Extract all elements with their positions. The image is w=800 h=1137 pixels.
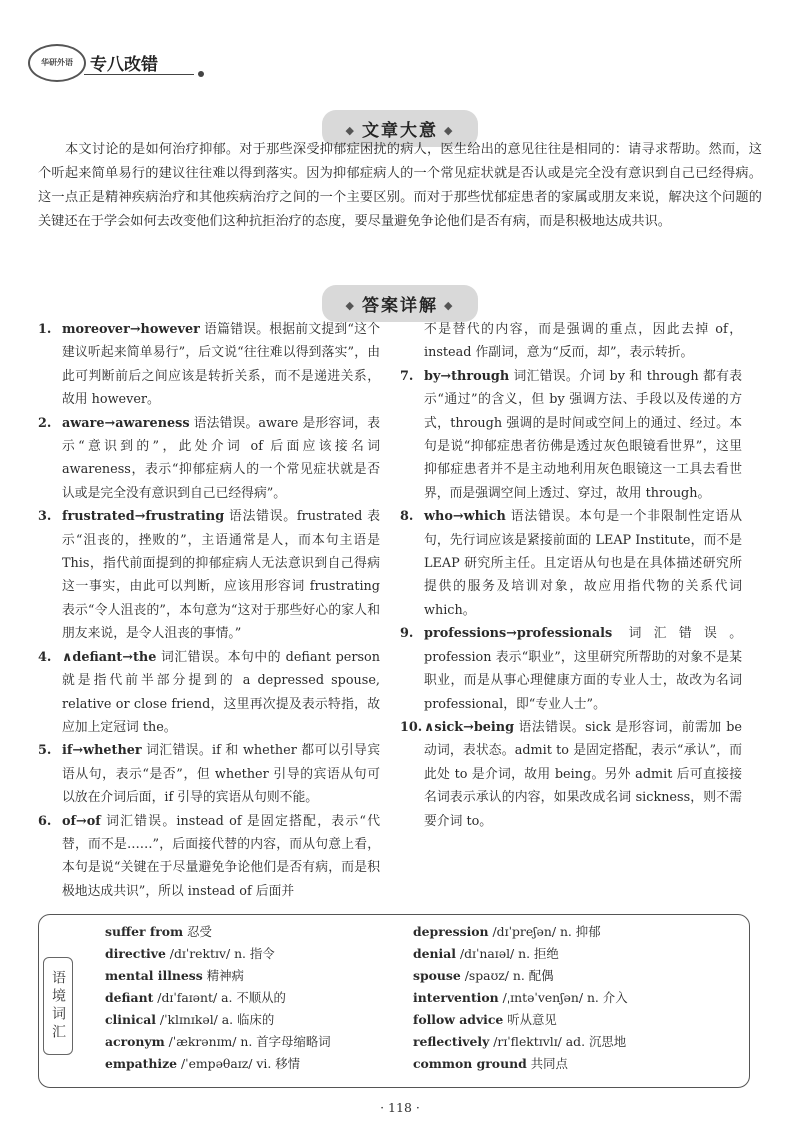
vocab-definition: 共同点 — [526, 1056, 568, 1071]
vocab-definition: /dɪˈnaɪəl/ n. 拒绝 — [456, 946, 559, 961]
vocab-entry — [413, 965, 743, 987]
vocab-definition: /dɪˈrektɪv/ n. 指令 — [165, 946, 275, 961]
answer-explanation: 词汇错误。if 和 whether 都可以引导宾语从句，表示“是否”，但 whether 引导的宾语从句可以放在介词后面，if 引导的宾语从句则不能。 — [62, 743, 380, 806]
answer-explanation: 语法错误。aware 是形容词，表示“意识到的”，此处介词 of 后面应该接名词 awareness，表示“抑郁症病人的一个常见症状就是否认或是完全没有意识到自己已经得病”。 — [62, 415, 380, 501]
vocab-word: depression — [413, 924, 489, 939]
answer-correction: if→whether — [62, 743, 142, 759]
vocab-word: reflectively — [413, 1034, 490, 1049]
answer-number: 8. — [400, 509, 414, 525]
header-divider — [84, 74, 194, 75]
vocab-word: intervention — [413, 990, 499, 1005]
vocab-label — [43, 957, 73, 1055]
answer-number: 2. — [38, 415, 52, 431]
vocab-word: suffer from — [105, 924, 184, 939]
vocab-left-column — [105, 921, 395, 1075]
summary-title-text: 文章大意 — [362, 121, 438, 141]
logo — [28, 44, 86, 82]
diamond-icon: ◆ — [345, 299, 356, 312]
vocab-entry — [413, 987, 743, 1009]
summary-text: 本文讨论的是如何治疗抑郁。对于那些深受抑郁症困扰的病人，医生给出的意见往往是相同的：请寻求帮助。然而，这个听起来简单易行的建议往往难以得到落实。因为抑郁症病人的一个常见症状就是否认或是完全没有意识到自己已经得病。这一点正是精神疾病治疗和其他疾病治疗之间的一个主要区别。而对于那些忧郁症患者的家属或朋友来说，解决这个问题的关键还在于学会如何去改变他们这种抗拒治疗的态度，要尽量避免争论他们是否有病，而是积极地达成共识。 — [38, 142, 762, 229]
vocab-entry — [105, 987, 395, 1009]
vocab-entry — [413, 921, 743, 943]
answer-item-1 — [38, 318, 380, 412]
answer-correction: by→through — [424, 368, 510, 384]
answer-number: 3. — [38, 509, 52, 525]
vocab-entry — [105, 965, 395, 987]
vocab-entry — [413, 1031, 743, 1053]
diamond-icon: ◆ — [444, 299, 455, 312]
page-number: · 118 · — [380, 1100, 420, 1115]
vocab-entry — [105, 1053, 395, 1075]
answer-correction: ∧sick→being — [424, 719, 515, 735]
header-title: 专八改错 — [90, 55, 158, 75]
answer-number: 10. — [400, 719, 423, 735]
answers-section-title — [0, 285, 800, 322]
vocab-label-text: 语境词汇 — [50, 970, 66, 1042]
answer-item-5 — [38, 739, 380, 809]
answer-item-3 — [38, 505, 380, 645]
answer-explanation: 语法错误。sick 是形容词，前需加 be 动词，表状态。admit to 是固定搭配，表示“承认”，而此处 to 是介词，故用 being。另外 admit 后可直接接名词表示承认的内容，如果改成名词 sickness，则不需要介词 to。 — [424, 719, 742, 829]
logo-text: 华研外语 — [41, 58, 73, 67]
answer-explanation: 语法错误。本句是一个非限制性定语从句，先行词应该是紧接前面的 LEAP Institute，而不是 LEAP 研究所主任。且定语从句也是在具体描述研究所提供的服务及培训对象，故应用指代物的关系代词 which。 — [424, 509, 742, 618]
vocab-word: mental illness — [105, 968, 203, 983]
answer-number: 1. — [38, 322, 52, 337]
answer-number: 4. — [38, 649, 52, 665]
answer-item-10 — [400, 716, 742, 833]
vocab-entry — [105, 1031, 395, 1053]
answers-right-column — [400, 318, 742, 833]
vocab-entry — [413, 1009, 743, 1031]
answer-explanation: 词汇错误。instead of 是固定搭配，表示“代替，而不是……”，后面接代替的内容，而从句意上看，本句是说“关键在于尽量避免争论他们是否有病，而是积极地达成共识”，所以 instead of 后面并 — [62, 813, 380, 899]
answer-number: 6. — [38, 813, 52, 829]
vocab-word: defiant — [105, 990, 154, 1005]
answer-item-6 — [38, 810, 380, 904]
answer-explanation: 语篇错误。根据前文提到“这个建议听起来简单易行”，后文说“往往难以得到落实”，由此可判断前后之间应该是转折关系，而不是递进关系，故用 however。 — [62, 322, 380, 408]
vocab-word: clinical — [105, 1012, 156, 1027]
diamond-icon: ◆ — [444, 124, 455, 137]
vocab-definition: /ˌɪntəˈvenʃən/ n. 介入 — [498, 990, 628, 1005]
vocab-entry — [105, 921, 395, 943]
vocab-right-column — [413, 921, 743, 1075]
answer-item-9 — [400, 622, 742, 716]
answer-correction: moreover→however — [62, 322, 200, 337]
vocab-definition: /rɪˈflektɪvlɪ/ ad. 沉思地 — [489, 1034, 627, 1049]
vocab-word: denial — [413, 946, 456, 961]
answer-item-2 — [38, 412, 380, 506]
vocab-word: common ground — [413, 1056, 527, 1071]
vocab-word: empathize — [105, 1056, 178, 1071]
answer-number: 7. — [400, 368, 414, 384]
vocab-entry — [105, 1009, 395, 1031]
answer-item-8 — [400, 505, 742, 622]
answer-correction: aware→awareness — [62, 415, 190, 431]
vocab-box — [38, 914, 750, 1088]
answer-number: 5. — [38, 743, 52, 759]
vocab-definition: /spaʊz/ n. 配偶 — [460, 968, 554, 983]
answer-item-6-continued: 不是替代的内容，而是强调的重点，因此去掉 of，instead 作副词，意为“反而，却”，表示转折。 — [424, 322, 742, 361]
answer-number: 9. — [400, 626, 414, 642]
answer-correction: professions→professionals — [424, 626, 613, 642]
answer-correction: of→of — [62, 813, 101, 829]
answers-left-column — [38, 318, 380, 903]
vocab-word: acronym — [105, 1034, 165, 1049]
page-header — [28, 44, 178, 80]
answer-correction: who→which — [424, 509, 506, 525]
answer-explanation: 词汇错误。介词 by 和 through 都有表示“通过”的含义，但 by 强调方法、手段以及传递的方式，through 强调的是时间或空间上的通过、经过。本句是说“抑郁症患者彷佛是透过灰色眼镜看世界”，这里抑郁症患者并不是主动地利用灰色眼镜这一工具去看世界，而是强调空间上透过、穿过，故用 through。 — [424, 368, 742, 501]
answer-explanation: 语法错误。frustrated 表示“沮丧的，挫败的”，主语通常是人，而本句主语是 This，指代前面提到的抑郁症病人无法意识到自己得病这一事实，由此可以判断，应该用形容词 frustrating 表示“令人沮丧的”，本句意为“这对于那些好心的家人和朋友来说，是令人沮丧的事情。” — [62, 509, 380, 642]
vocab-entry — [413, 943, 743, 965]
answer-explanation: 词汇错误。本句中的 defiant person 就是指代前半部分提到的 a depressed spouse, relative or close friend，这里再次提及表示特指，故应加上定冠词 the。 — [62, 649, 380, 735]
summary-paragraph — [38, 138, 762, 234]
vocab-entry — [413, 1053, 743, 1075]
vocab-entry — [105, 943, 395, 965]
vocab-definition: /dɪˈfaɪənt/ a. 不顺从的 — [153, 990, 286, 1005]
answer-explanation: 词汇错误。profession 表示“职业”，这里研究所帮助的对象不是某职业，而是从事心理健康方面的专业人士，故改为名词 professional，即“专业人士”。 — [424, 626, 742, 712]
vocab-word: directive — [105, 946, 166, 961]
answer-correction: frustrated→frustrating — [62, 509, 225, 525]
diamond-icon: ◆ — [345, 124, 356, 137]
vocab-definition: 听从意见 — [503, 1012, 557, 1027]
answer-correction: ∧defiant→the — [62, 649, 157, 665]
vocab-word: spouse — [413, 968, 461, 983]
vocab-definition: /dɪˈpreʃən/ n. 抑郁 — [488, 924, 601, 939]
answer-item-7 — [400, 365, 742, 505]
answers-title-text: 答案详解 — [362, 296, 438, 316]
vocab-definition: /ˈklɪnɪkəl/ a. 临床的 — [155, 1012, 275, 1027]
vocab-definition: 忍受 — [183, 924, 212, 939]
vocab-definition: 精神病 — [202, 968, 244, 983]
vocab-definition: /ˈempəθaɪz/ vi. 移情 — [177, 1056, 300, 1071]
vocab-word: follow advice — [413, 1012, 504, 1027]
vocab-definition: /ˈækrənɪm/ n. 首字母缩略词 — [164, 1034, 331, 1049]
answer-item-4 — [38, 646, 380, 740]
